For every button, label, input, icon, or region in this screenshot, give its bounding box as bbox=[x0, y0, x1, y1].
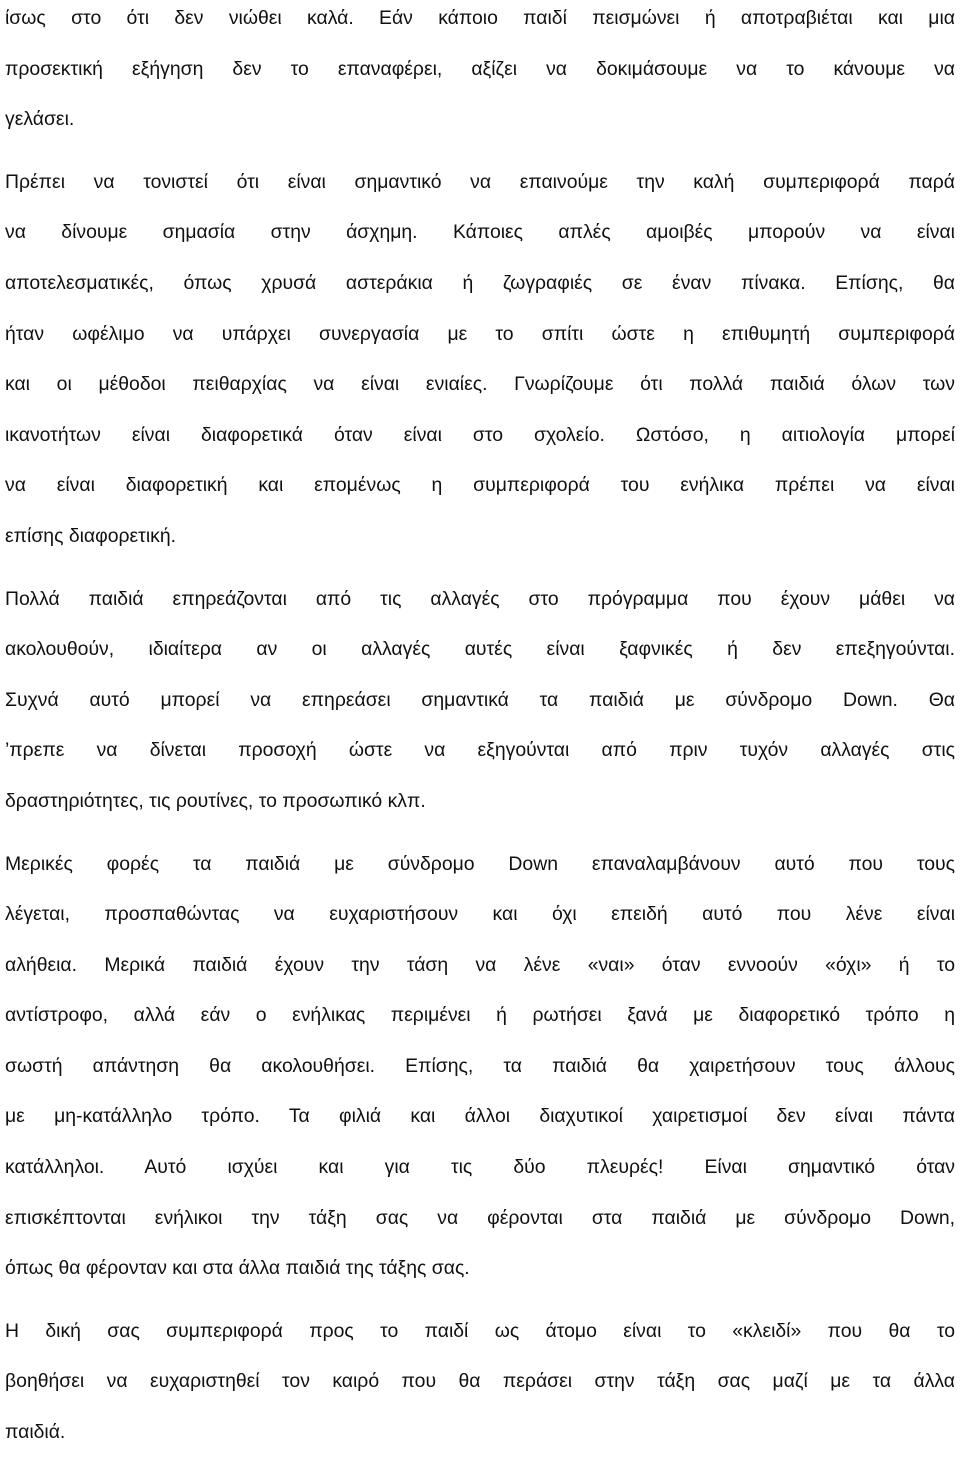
text-line: ήταν ωφέλιμο να υπάρχει συνεργασία με το σπίτι ώστε η επιθυμητή συμπεριφορά bbox=[5, 322, 955, 345]
text-line: δραστηριότητες, τις ρουτίνες, το προσωπικό κλπ. bbox=[5, 789, 426, 812]
text-line: ίσως στο ότι δεν νιώθει καλά. Εάν κάποιο παιδί πεισμώνει ή αποτραβιέται και μια bbox=[5, 7, 955, 29]
text-line: κατάλληλοι. Αυτό ισχύει και για τις δύο πλευρές! Είναι σημαντικό όταν bbox=[5, 1156, 955, 1179]
text-line: με μη-κατάλληλο τρόπο. Τα φιλιά και άλλοι διαχυτικοί χαιρετισμοί δεν είναι πάντα bbox=[5, 1105, 955, 1128]
text-line: σωστή απάντηση θα ακολουθήσει. Επίσης, τα παιδιά θα χαιρετήσουν τους άλλους bbox=[5, 1054, 955, 1077]
text-line: να είναι διαφορετική και επομένως η συμπεριφορά του ενήλικα πρέπει να είναι bbox=[5, 474, 955, 497]
text-line: ’πρεπε να δίνεται προσοχή ώστε να εξηγούνται από πριν τυχόν αλλαγές στις bbox=[5, 739, 955, 762]
text-line: Πολλά παιδιά επηρεάζονται από τις αλλαγές στο πρόγραμμα που έχουν μάθει να bbox=[5, 587, 955, 610]
text-line: παιδιά. bbox=[5, 1421, 66, 1444]
text-line: να δίνουμε σημασία στην άσχημη. Κάποιες απλές αμοιβές μπορούν να είναι bbox=[5, 221, 955, 244]
text-line: ακολουθούν, ιδιαίτερα αν οι αλλαγές αυτές είναι ξαφνικές ή δεν επεξηγούνται. bbox=[5, 638, 955, 661]
paragraph-1 bbox=[5, 0, 955, 152]
text-line: βοηθήσει να ευχαριστηθεί τον καιρό που θα περάσει στην τάξη σας μαζί με τα άλλα bbox=[5, 1370, 955, 1393]
paragraph-3 bbox=[5, 581, 955, 834]
text-line: και οι μέθοδοι πειθαρχίας να είναι ενιαίες. Γνωρίζουμε ότι πολλά παιδιά όλων των bbox=[5, 373, 955, 396]
text-line: Πρέπει να τονιστεί ότι είναι σημαντικό να επαινούμε την καλή συμπεριφορά παρά bbox=[5, 170, 955, 193]
document-page bbox=[5, 0, 955, 1465]
paragraph-4 bbox=[5, 846, 955, 1301]
text-line: όπως θα φέρονταν και στα άλλα παιδιά της τάξης σας. bbox=[5, 1257, 470, 1280]
text-line: Συχνά αυτό μπορεί να επηρεάσει σημαντικά τα παιδιά με σύνδρομο Down. Θα bbox=[5, 688, 955, 711]
text-line: επισκέπτονται ενήλικοι την τάξη σας να φέρονται στα παιδιά με σύνδρομο Down, bbox=[5, 1206, 955, 1229]
text-line: γελάσει. bbox=[5, 108, 75, 131]
text-line: λέγεται, προσπαθώντας να ευχαριστήσουν και όχι επειδή αυτό που λένε είναι bbox=[5, 903, 955, 926]
text-line: Η δική σας συμπεριφορά προς το παιδί ως άτομο είναι το «κλειδί» που θα το bbox=[5, 1319, 955, 1342]
text-line: αντίστροφο, αλλά εάν ο ενήλικας περιμένει ή ρωτήσει ξανά με διαφορετικό τρόπο η bbox=[5, 1004, 955, 1027]
paragraph-5 bbox=[5, 1313, 955, 1465]
text-line: επίσης διαφορετική. bbox=[5, 524, 176, 547]
text-line: αποτελεσματικές, όπως χρυσά αστεράκια ή ζωγραφιές σε έναν πίνακα. Επίσης, θα bbox=[5, 271, 955, 294]
text-line: προσεκτική εξήγηση δεν το επαναφέρει, αξίζει να δοκιμάσουμε να το κάνουμε να bbox=[5, 57, 955, 80]
text-line: Μερικές φορές τα παιδιά με σύνδρομο Down επαναλαμβάνουν αυτό που τους bbox=[5, 852, 955, 875]
text-line: αλήθεια. Μερικά παιδιά έχουν την τάση να λένε «ναι» όταν εννοούν «όχι» ή το bbox=[5, 953, 955, 976]
text-line: ικανοτήτων είναι διαφορετικά όταν είναι στο σχολείο. Ωστόσο, η αιτιολογία μπορεί bbox=[5, 423, 955, 446]
paragraph-2 bbox=[5, 164, 955, 569]
